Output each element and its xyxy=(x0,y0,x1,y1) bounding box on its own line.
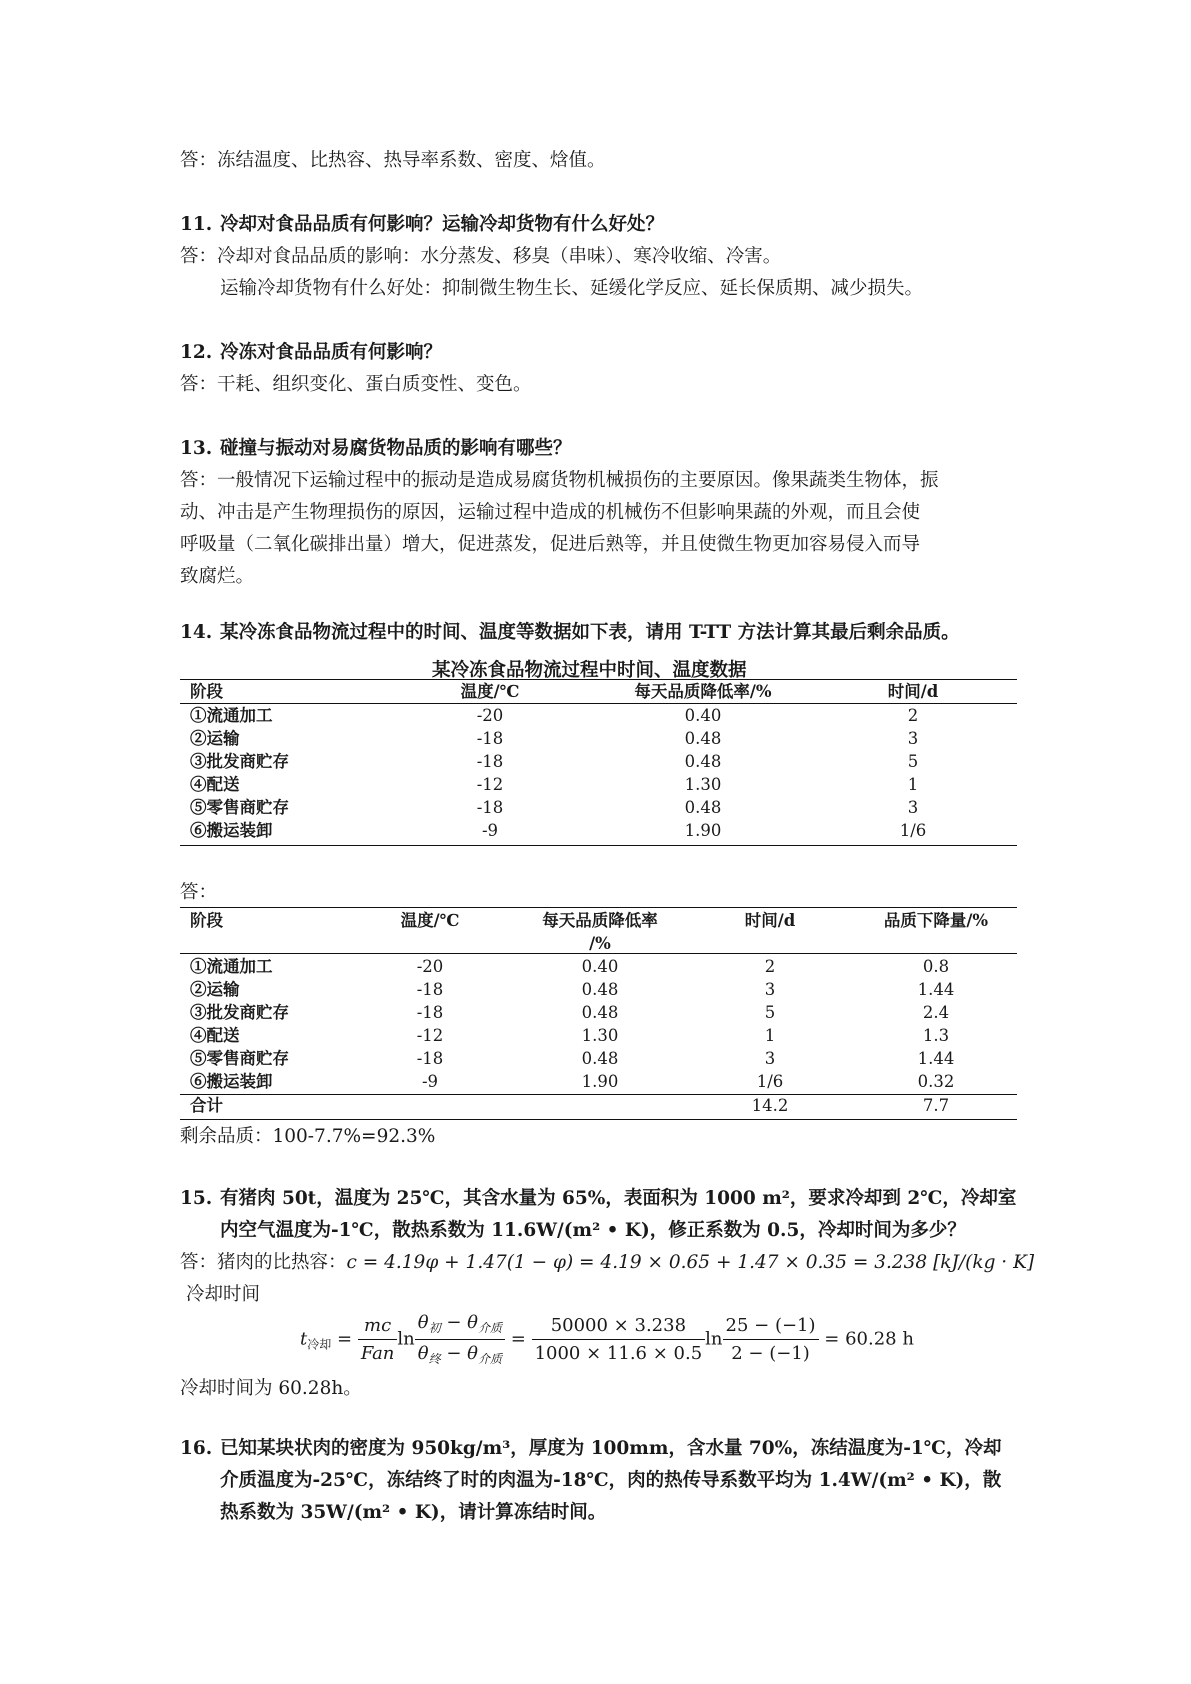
formula-lhs: t xyxy=(300,1328,308,1350)
remaining-quality: 剩余品质：100-7.7%=92.3% xyxy=(180,1126,436,1147)
table-2-header-unit: /% xyxy=(589,934,611,953)
table-2-header: 每天品质降低率 xyxy=(542,911,658,930)
table-1-header: 阶段 xyxy=(190,682,223,701)
question-13 xyxy=(180,440,572,459)
question-text: 冷冻对食品品质有何影响？ xyxy=(220,342,443,363)
table-cell: 1.44 xyxy=(917,1049,955,1068)
table-cell: 7.7 xyxy=(922,1096,950,1115)
fraction-numerator: 25 − (−1) xyxy=(723,1315,819,1340)
table-cell: ②运输 xyxy=(190,980,240,999)
table-2-top-rule xyxy=(180,907,1017,908)
question-text: 已知某块状肉的密度为 950kg/m³，厚度为 100mm，含水量 70%，冻结温度为-1℃，冷却 xyxy=(220,1438,1002,1459)
table-1-header-rule xyxy=(180,703,1017,704)
answer-13-line-4: 致腐烂。 xyxy=(180,566,255,587)
table-1-header: 每天品质降低率/% xyxy=(634,682,772,701)
answer-12: 答：干耗、组织变化、蛋白质变性、变色。 xyxy=(180,374,532,395)
table-cell: -18 xyxy=(416,1003,444,1022)
table-cell: -9 xyxy=(421,1072,439,1091)
formula-eq: = xyxy=(510,1328,526,1350)
question-number: 15. xyxy=(180,1188,213,1209)
table-2-total-rule xyxy=(180,1094,1017,1095)
answer-label: 答：猪肉的比热容： xyxy=(180,1252,347,1273)
theta-symbol: θ xyxy=(417,1312,429,1333)
minus-theta: − θ xyxy=(440,1312,478,1333)
question-12 xyxy=(180,344,442,363)
fraction-numerator: 50000 × 3.238 xyxy=(532,1315,706,1340)
table-cell: ①流通加工 xyxy=(190,957,273,976)
table-cell: 0.40 xyxy=(684,706,722,725)
question-number: 11. xyxy=(180,214,213,235)
question-number: 13. xyxy=(180,438,213,459)
table-2-header: 阶段 xyxy=(190,911,223,930)
question-14 xyxy=(180,624,960,643)
answer-15-specific-heat xyxy=(180,1254,1034,1273)
table-cell: -12 xyxy=(416,1026,444,1045)
table-cell: 合计 xyxy=(190,1096,223,1115)
question-11 xyxy=(180,216,664,235)
table-cell: 0.32 xyxy=(917,1072,955,1091)
formula-result: = 60.28 h xyxy=(824,1328,914,1350)
fraction-denominator: 2 − (−1) xyxy=(731,1343,810,1364)
fraction-mc-fan xyxy=(358,1315,398,1364)
question-number: 14. xyxy=(180,622,213,643)
table-cell: 1.3 xyxy=(922,1026,950,1045)
answer-15-conclusion: 冷却时间为 60.28h。 xyxy=(180,1378,362,1399)
table-cell: -20 xyxy=(476,706,504,725)
table-cell: ②运输 xyxy=(190,729,240,748)
table-cell: -18 xyxy=(416,1049,444,1068)
table-cell: 2 xyxy=(764,957,776,976)
fraction-numeric-2 xyxy=(723,1315,819,1364)
table-cell: 0.48 xyxy=(684,798,722,817)
table-cell: ④配送 xyxy=(190,1026,240,1045)
table-cell: 1.30 xyxy=(581,1026,619,1045)
formula-ln: ln xyxy=(705,1328,723,1350)
question-text: 冷却对食品品质有何影响？运输冷却货物有什么好处？ xyxy=(220,214,665,235)
table-cell: 3 xyxy=(764,980,776,999)
table-cell: ③批发商贮存 xyxy=(190,1003,289,1022)
theta-sub: 初 xyxy=(428,1321,441,1335)
table-cell: 0.48 xyxy=(581,980,619,999)
question-15-line-1 xyxy=(180,1190,1016,1209)
table-cell: 0.40 xyxy=(581,957,619,976)
table-cell: ⑤零售商贮存 xyxy=(190,1049,289,1068)
table-cell: 14.2 xyxy=(751,1096,789,1115)
table-cell: 1.30 xyxy=(684,775,722,794)
table-cell: -18 xyxy=(416,980,444,999)
table-cell: 5 xyxy=(764,1003,776,1022)
table-cell: -9 xyxy=(481,821,499,840)
table-cell: -18 xyxy=(476,752,504,771)
table-1-top-rule xyxy=(180,679,1017,680)
fraction-denominator: 1000 × 11.6 × 0.5 xyxy=(534,1343,703,1364)
table-cell: 0.48 xyxy=(684,752,722,771)
formula-eq: = xyxy=(336,1328,353,1350)
table-2-bottom-rule xyxy=(180,1119,1017,1120)
question-16-line-2: 介质温度为-25℃，冻结终了时的肉温为-18℃，肉的热传导系数平均为 1.4W/(m² • K)，散 xyxy=(220,1470,1002,1491)
table-cell: 0.48 xyxy=(684,729,722,748)
table-1-bottom-rule xyxy=(180,845,1017,846)
table-cell: 5 xyxy=(907,752,919,771)
theta-sub: 终 xyxy=(428,1352,441,1366)
table-cell: 2.4 xyxy=(922,1003,950,1022)
table-cell: 1.90 xyxy=(581,1072,619,1091)
question-15-line-2: 内空气温度为-1℃，散热系数为 11.6W/(m² • K)，修正系数为 0.5，冷却时间为多少？ xyxy=(220,1220,966,1241)
table-2-header: 品质下降量/% xyxy=(883,911,989,930)
answer-13-line-3: 呼吸量（二氧化碳排出量）增大，促进蒸发，促进后熟等，并且使微生物更加容易侵入而导 xyxy=(180,534,921,555)
formula-ln: ln xyxy=(397,1328,415,1350)
question-text: 碰撞与振动对易腐货物品质的影响有哪些？ xyxy=(220,438,572,459)
question-text: 有猪肉 50t，温度为 25℃，其含水量为 65%，表面积为 1000 m²，要求冷却到 2℃，冷却室 xyxy=(220,1188,1017,1209)
question-16-line-1 xyxy=(180,1440,1001,1459)
table-cell: 1 xyxy=(764,1026,776,1045)
table-cell: -18 xyxy=(476,729,504,748)
answer-13-line-1: 答：一般情况下运输过程中的振动是造成易腐货物机械损伤的主要原因。像果蔬类生物体，振 xyxy=(180,470,939,491)
table-1-caption: 某冷冻食品物流过程中时间、温度数据 xyxy=(432,660,747,681)
answer-14-label: 答： xyxy=(180,882,218,903)
cooling-time-formula xyxy=(300,1312,914,1367)
table-cell: ③批发商贮存 xyxy=(190,752,289,771)
formula-lhs-sub: 冷却 xyxy=(307,1337,332,1352)
table-2-header: 温度/℃ xyxy=(400,911,460,930)
theta-sub: 介质 xyxy=(478,1352,503,1366)
specific-heat-formula: c = 4.19φ + 1.47(1 − φ) = 4.19 × 0.65 + 1.47 × 0.35 = 3.238 [kJ/(kg · K] xyxy=(346,1252,1035,1273)
fraction-denominator: Fan xyxy=(360,1343,395,1364)
table-cell: 1 xyxy=(907,775,919,794)
table-cell: -18 xyxy=(476,798,504,817)
question-text: 某冷冻食品物流过程中的时间、温度等数据如下表，请用 T-TT 方法计算其最后剩余品质。 xyxy=(220,622,960,643)
answer-10: 答：冻结温度、比热容、热导率系数、密度、焓值。 xyxy=(180,150,606,171)
table-2-header: 时间/d xyxy=(744,911,796,930)
table-cell: ⑤零售商贮存 xyxy=(190,798,289,817)
table-cell: ④配送 xyxy=(190,775,240,794)
table-cell: 0.8 xyxy=(922,957,950,976)
table-cell: 3 xyxy=(907,729,919,748)
answer-13-line-2: 动、冲击是产生物理损伤的原因，运输过程中造成的机械伤不但影响果蔬的外观，而且会使 xyxy=(180,502,921,523)
fraction-theta xyxy=(415,1312,505,1367)
table-1-header: 时间/d xyxy=(887,682,939,701)
theta-symbol: θ xyxy=(417,1343,429,1364)
table-cell: ⑥搬运装卸 xyxy=(190,1072,273,1091)
minus-theta: − θ xyxy=(440,1343,478,1364)
table-2-header-rule xyxy=(180,953,1017,954)
answer-11-line-2: 运输冷却货物有什么好处：抑制微生物生长、延缓化学反应、延长保质期、减少损失。 xyxy=(220,278,924,299)
fraction-numeric-1 xyxy=(532,1315,706,1364)
table-cell: ①流通加工 xyxy=(190,706,273,725)
fraction-numerator xyxy=(415,1312,505,1340)
table-cell: 0.48 xyxy=(581,1003,619,1022)
question-number: 16. xyxy=(180,1438,213,1459)
table-1-header: 温度/℃ xyxy=(460,682,520,701)
fraction-numerator: mc xyxy=(358,1315,398,1340)
table-cell: 1/6 xyxy=(899,821,927,840)
table-cell: 1/6 xyxy=(756,1072,784,1091)
answer-11-line-1: 答：冷却对食品品质的影响：水分蒸发、移臭（串味）、寒冷收缩、冷害。 xyxy=(180,246,782,267)
table-cell: 1.44 xyxy=(917,980,955,999)
question-16-line-3: 热系数为 35W/(m² • K)，请计算冻结时间。 xyxy=(220,1502,607,1523)
table-cell: 2 xyxy=(907,706,919,725)
table-cell: -20 xyxy=(416,957,444,976)
table-cell: 3 xyxy=(764,1049,776,1068)
theta-sub: 介质 xyxy=(478,1321,503,1335)
fraction-denominator xyxy=(415,1340,505,1367)
table-cell: 3 xyxy=(907,798,919,817)
question-number: 12. xyxy=(180,342,213,363)
table-cell: -12 xyxy=(476,775,504,794)
cooling-time-label: 冷却时间 xyxy=(186,1284,261,1305)
table-cell: ⑥搬运装卸 xyxy=(190,821,273,840)
table-cell: 0.48 xyxy=(581,1049,619,1068)
table-cell: 1.90 xyxy=(684,821,722,840)
